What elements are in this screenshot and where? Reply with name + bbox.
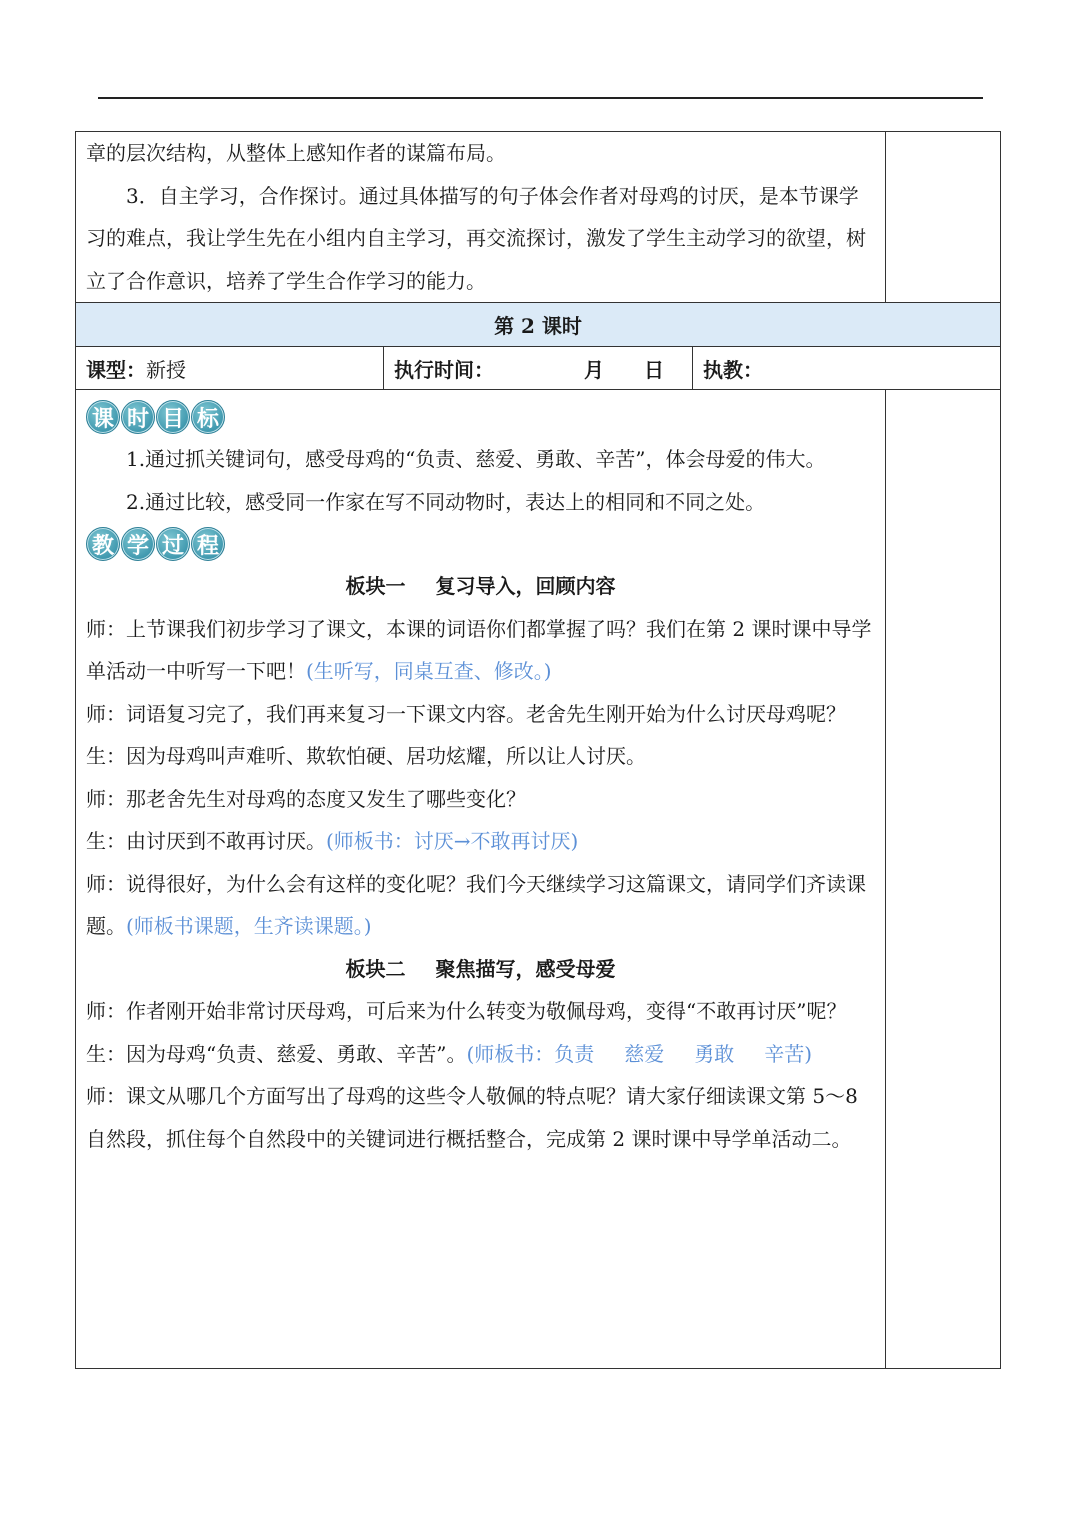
lesson-plan-table (75, 131, 1001, 1369)
header-rule (98, 97, 983, 99)
schedule-label: 执行时间： (394, 357, 494, 382)
process-badge (86, 523, 875, 565)
teaching-note: (师板书：讨厌→不敢再讨厌) (326, 829, 579, 853)
goal-2: 2.通过比较，感受同一作家在写不同动物时，表达上的相同和不同之处。 (126, 489, 766, 514)
content-row (76, 390, 1000, 1368)
dialogue-3: 生：因为母鸡叫声难听、欺软怕硬、居功炫耀，所以让人讨厌。 (86, 744, 646, 768)
side-cell (886, 390, 1000, 1368)
block-1-title: 板块一 复习导入，回顾内容 (345, 574, 616, 598)
reflection-cell (76, 132, 886, 302)
month-label: 月 (584, 357, 604, 382)
content-cell (76, 390, 886, 1368)
teacher-label: 执教： (703, 357, 763, 382)
day-label: 日 (644, 357, 664, 382)
dialogue-9: 师：课文从哪几个方面写出了母鸡的这些令人敬佩的特点呢？请大家仔细读课文第 5～8 自然段，抓住每个自然段中的关键词进行概括整合，完成第 2 课时课中导学单活动二。 (86, 1084, 858, 1151)
goals-badge-char: 标 (191, 400, 225, 434)
process-badge-char: 学 (121, 527, 155, 561)
process-badge-char: 程 (191, 527, 225, 561)
reflection-point-3: 3．自主学习，合作探讨。通过具体描写的句子体会作者对母鸡的讨厌，是本节课学习的难点，我让学生先在小组内自主学习，再交流探讨，激发了学生主动学习的欲望，树立了合作意识，培养了学生合作学习的能力。 (86, 183, 866, 293)
goal-1: 1.通过抓关键词句，感受母鸡的“负责、慈爱、勇敢、辛苦”，体会母爱的伟大。 (126, 447, 826, 471)
teacher-cell (693, 347, 1000, 389)
goals-badge-char: 目 (156, 400, 190, 434)
goals-badge (86, 396, 875, 438)
dialogue-4: 师：那老舍先生对母鸡的态度又发生了哪些变化？ (86, 786, 526, 811)
teaching-note: (师板书课题，生齐读课题。) (126, 914, 372, 938)
schedule-cell (384, 347, 693, 389)
lesson-header-row (76, 303, 1000, 347)
dialogue-7: 师：作者刚开始非常讨厌母鸡，可后来为什么转变为敬佩母鸡，变得“不敢再讨厌”呢？ (86, 999, 847, 1023)
lesson-type-cell (76, 347, 384, 389)
goals-badge-char: 时 (121, 400, 155, 434)
lesson-type-value: 新授 (146, 357, 186, 382)
reflection-line: 章的层次结构，从整体上感知作者的谋篇布局。 (86, 141, 506, 165)
side-cell (886, 132, 1000, 302)
lesson-type-label: 课型： (86, 357, 146, 382)
dialogue-2: 师：词语复习完了，我们再来复习一下课文内容。老舍先生刚开始为什么讨厌母鸡呢？ (86, 701, 846, 726)
reflection-row (76, 132, 1000, 303)
lesson-header: 第 2 课时 (494, 314, 582, 338)
block-2-title: 板块二 聚焦描写，感受母爱 (345, 956, 616, 981)
dialogue-5: 生：由讨厌到不敢再讨厌。(师板书：讨厌→不敢再讨厌) (86, 829, 579, 853)
goals-badge-char: 课 (86, 400, 120, 434)
lesson-info-row (76, 347, 1000, 390)
dialogue-6: 师：说得很好，为什么会有这样的变化呢？我们今天继续学习这篇课文，请同学们齐读课题。(师板书课题，生齐读课题。) (86, 871, 866, 938)
teaching-note: (师板书：负责 (466, 1041, 595, 1066)
dialogue-8: 生：因为母鸡“负责、慈爱、勇敢、辛苦”。(师板书：负责 慈爱 勇敢 辛苦) (86, 1041, 813, 1066)
process-badge-char: 过 (156, 527, 190, 561)
teaching-note: (生听写，同桌互查、修改。) (306, 659, 552, 683)
dialogue-1: 师：上节课我们初步学习了课文，本课的词语你们都掌握了吗？我们在第 2 课时课中导学单活动一中听写一下吧！(生听写，同桌互查、修改。) (86, 616, 872, 683)
process-badge-char: 教 (86, 527, 120, 561)
